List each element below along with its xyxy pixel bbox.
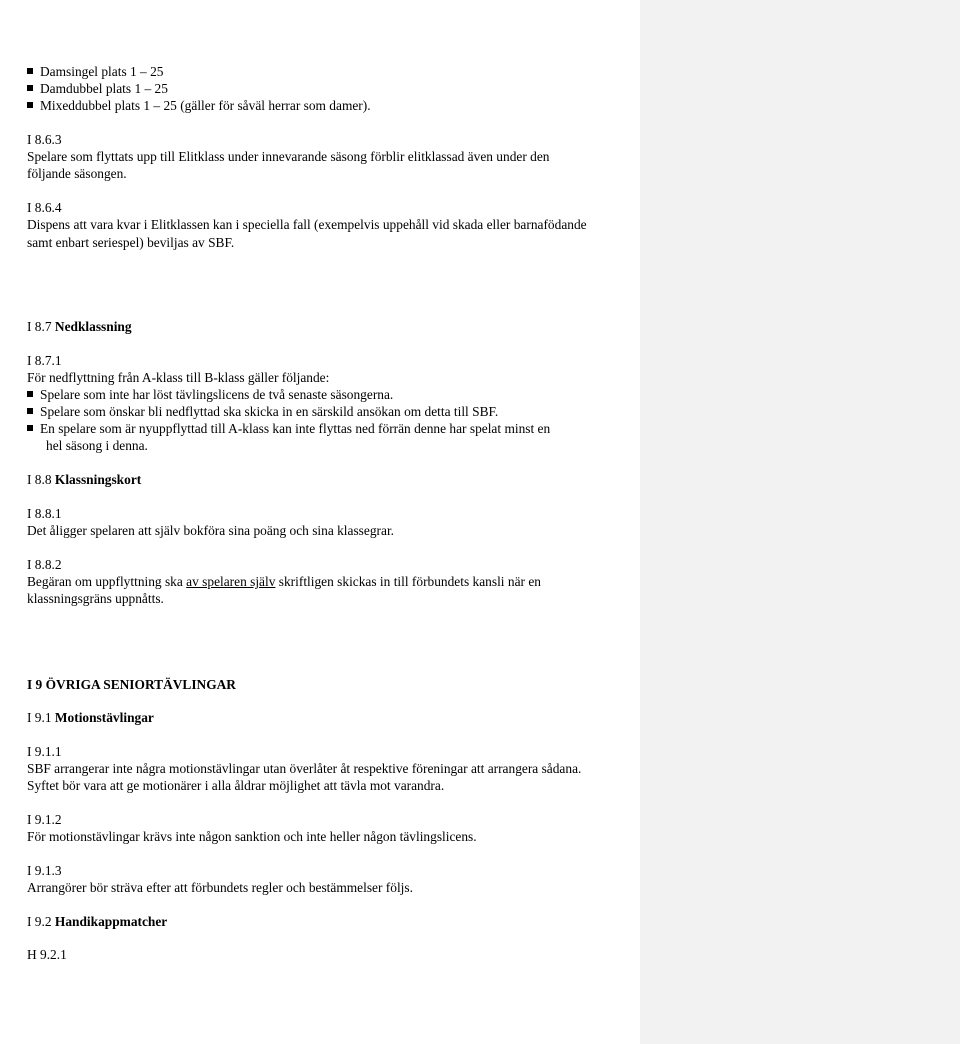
list-item: Spelare som önskar bli nedflyttad ska skicka in en särskild ansökan om detta till SBF. <box>27 403 498 420</box>
section-number: I 9.1.2 <box>27 812 62 827</box>
paragraph-line: Spelare som flyttats upp till Elitklass under innevarande säsong förblir elitklassad även under den <box>27 149 550 164</box>
list-item: Mixeddubbel plats 1 – 25 (gäller för såväl herrar som damer). <box>27 97 371 114</box>
chapter-heading: I 9 ÖVRIGA SENIORTÄVLINGAR <box>27 677 236 692</box>
paragraph-line: samt enbart seriespel) beviljas av SBF. <box>27 235 235 250</box>
section-number: I 9.1.1 <box>27 744 62 759</box>
square-bullet-icon <box>27 391 33 397</box>
square-bullet-icon <box>27 408 33 414</box>
square-bullet-icon <box>27 102 33 108</box>
section-number: I 8.8.2 <box>27 557 62 572</box>
section-heading: I 8.7 Nedklassning <box>27 319 132 334</box>
paragraph-line: Begäran om uppflyttning ska av spelaren själv skriftligen skickas in till förbundets kansli när en <box>27 574 541 589</box>
paragraph-line: För nedflyttning från A-klass till B-klass gäller följande: <box>27 370 330 385</box>
list-item: Spelare som inte har löst tävlingslicens de två senaste säsongerna. <box>27 386 393 403</box>
section-number: I 8.6.4 <box>27 200 62 215</box>
section-heading: I 9.1 Motionstävlingar <box>27 710 154 725</box>
paragraph-line: klassningsgräns uppnåtts. <box>27 591 164 606</box>
square-bullet-icon <box>27 68 33 74</box>
section-number: I 9.1.3 <box>27 863 62 878</box>
paragraph-line: För motionstävlingar krävs inte någon sanktion och inte heller någon tävlingslicens. <box>27 829 477 844</box>
section-number: I 8.6.3 <box>27 132 62 147</box>
paragraph-line: Syftet bör vara att ge motionärer i alla åldrar möjlighet att tävla mot varandra. <box>27 778 445 793</box>
paragraph-line: Det åligger spelaren att själv bokföra sina poäng och sina klassegrar. <box>27 523 395 538</box>
square-bullet-icon <box>27 425 33 431</box>
section-number: I 8.8.1 <box>27 506 62 521</box>
section-heading: I 8.8 Klassningskort <box>27 472 142 487</box>
underlined-text: av spelaren själv <box>186 574 276 589</box>
paragraph-line: Arrangörer bör sträva efter att förbundets regler och bestämmelser följs. <box>27 880 413 895</box>
section-number: H 9.2.1 <box>27 947 67 962</box>
list-item-continuation: hel säsong i denna. <box>46 438 148 453</box>
list-item: Damsingel plats 1 – 25 <box>27 63 163 80</box>
paragraph-line: Dispens att vara kvar i Elitklassen kan i speciella fall (exempelvis uppehåll vid skada eller barnafödande <box>27 217 587 232</box>
section-number: I 8.7.1 <box>27 353 62 368</box>
comment-margin-panel <box>640 0 960 1044</box>
square-bullet-icon <box>27 85 33 91</box>
list-item: Damdubbel plats 1 – 25 <box>27 80 168 97</box>
paragraph-line: följande säsongen. <box>27 166 127 181</box>
paragraph-line: SBF arrangerar inte några motionstävlingar utan överlåter åt respektive föreningar att arrangera sådana. <box>27 761 582 776</box>
section-heading: I 9.2 Handikappmatcher <box>27 914 168 929</box>
list-item: En spelare som är nyuppflyttad till A-klass kan inte flyttas ned förrän denne har spelat minst en <box>27 420 550 437</box>
